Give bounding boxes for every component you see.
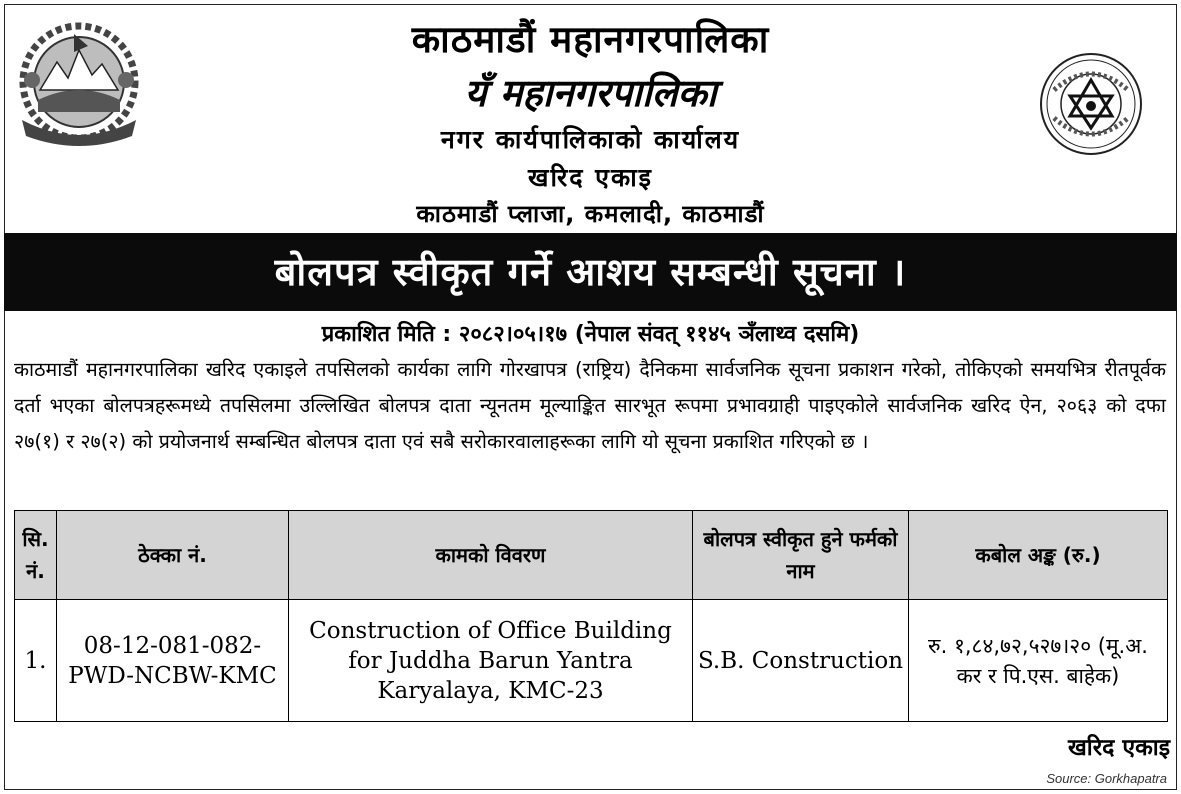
org-name: काठमाडौं महानगरपालिका [411,18,770,61]
notice-title: बोलपत्र स्वीकृत गर्ने आशय सम्बन्धी सूचना । [4,233,1177,311]
header-firm: बोलपत्र स्वीकृत हुने फर्मको नाम [693,511,909,600]
table-header-row [15,511,1168,600]
notice-body: काठमाडौं महानगरपालिका खरिद एकाइले तपसिलको कार्यका लागि गोरखापत्र (राष्ट्रिय) दैनिकमा सार्वजनिक सूचना प्रकाशन गरेको, तोकिएको समयभित्र रीतपूर्वक दर्ता भएका बोलपत्रहरूमध्ये तपसिलमा उल्लिखित बोलपत्र दाता न्यूनतम मूल्याङ्कित सारभूत रूपमा प्रभावग्राही पाइएकोले सार्वजनिक खरिद ऐन, २०६३ को दफा २७(१) र २७(२) को प्रयोजनार्थ सम्बन्धित बोलपत्र दाता एवं सबै सरोकारवालाहरूका लागि यो सूचना प्रकाशित गरिएको छ । [14,358,1166,453]
cell-contract-no: 08-12-081-082-PWD-NCBW-KMC [57,600,289,722]
cell-sn: 1. [15,600,57,722]
published-date: प्रकाशित मिति : २०८२।०५।१७ (नेपाल संवत् ११४५ ञँलाथ्व दसमि) [321,322,860,347]
cell-firm: S.B. Construction [693,600,909,722]
header-description: कामको विवरण [289,511,693,600]
cell-amount: रु. १,८४,७२,५२७।२० (मू.अ. कर र पि.एस. बाहेक) [909,600,1168,722]
table-row [15,600,1168,722]
award-table [14,510,1168,722]
source-credit: Source: Gorkhapatra [1046,771,1167,786]
cell-description: Construction of Office Building for Juddha Barun Yantra Karyalaya, KMC-23 [289,600,693,722]
header-sn: सि. नं. [15,511,57,600]
office-name: नगर कार्यपालिकाको कार्यालय [440,125,741,154]
header-amount: कबोल अङ्क (रु.) [909,511,1168,600]
unit-name: खरिद एकाइ [528,163,653,192]
signature-unit: खरिद एकाइ [1067,735,1170,761]
office-address: काठमाडौं प्लाजा, कमलादी, काठमाडौं [416,200,765,228]
org-name-newari: यँ महानगरपालिका [464,70,717,115]
header-contract-no: ठेक्का नं. [57,511,289,600]
